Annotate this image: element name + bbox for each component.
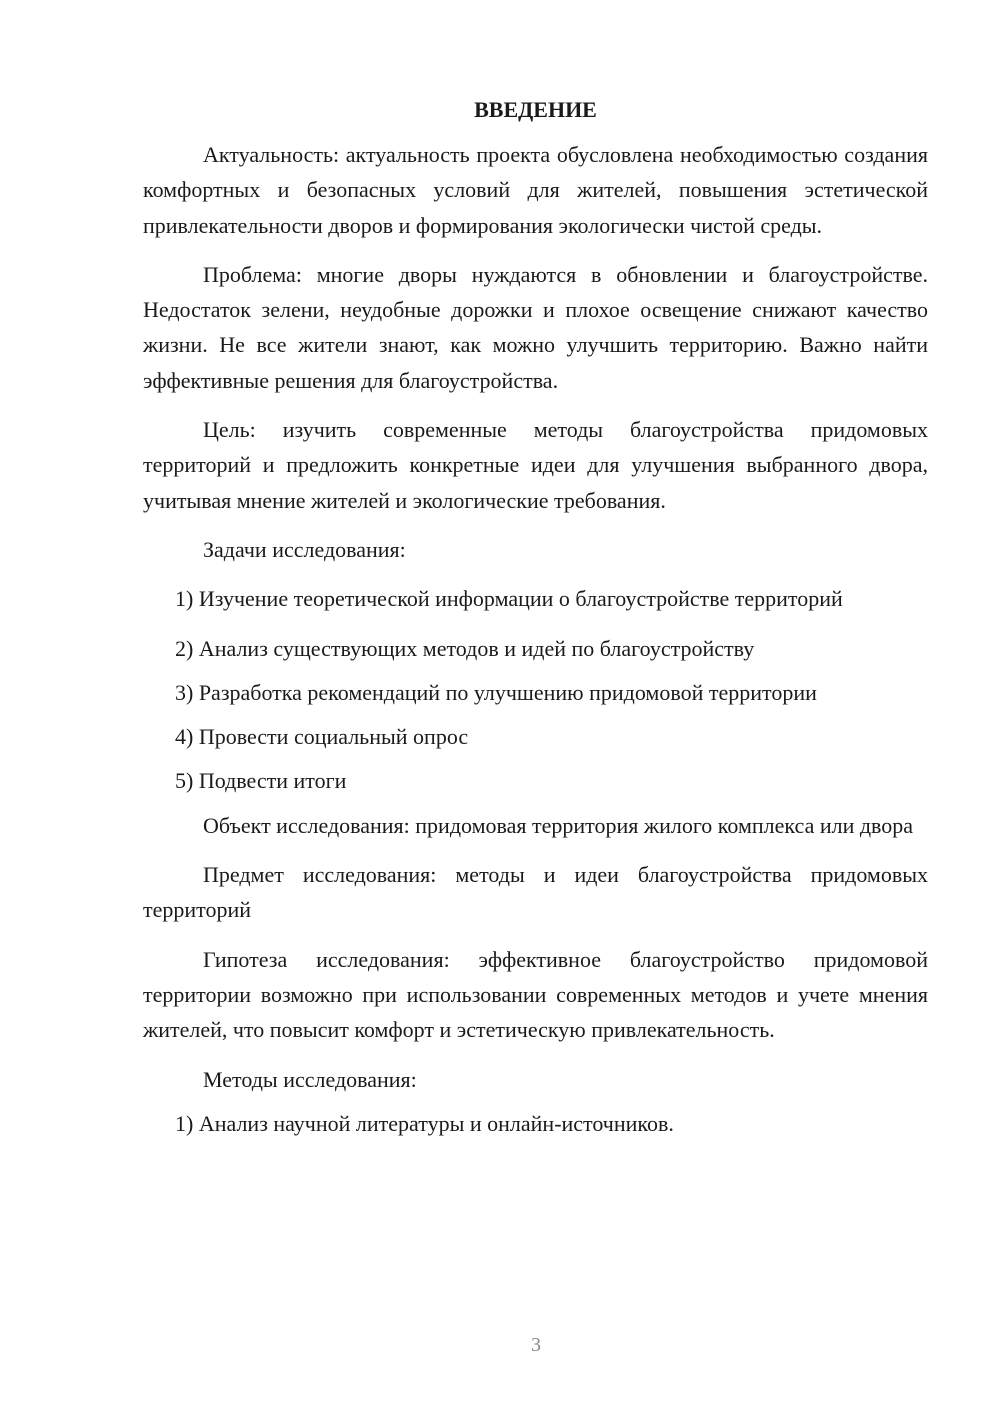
paragraph-hypothesis: Гипотеза исследования: эффективное благоустройство придомовой территории возможно при использовании современных методов и учете мнения жителей, что повысит комфорт и эстетическую привлекательность. [143, 946, 928, 1043]
paragraph-tasks-heading: Задачи исследования: [203, 536, 406, 562]
paragraph-subject: Предмет исследования: методы и идеи благоустройства придомовых территорий [143, 862, 928, 923]
method-item-1: 1) Анализ научной литературы и онлайн-источников. [175, 1110, 674, 1136]
task-item-4: 4) Провести социальный опрос [175, 724, 469, 750]
section-title: ВВЕДЕНИЕ [474, 97, 597, 122]
task-item-2: 2) Анализ существующих методов и идей по благоустройству [175, 635, 755, 661]
document-page [143, 92, 928, 1141]
paragraph-relevance: Актуальность: актуальность проекта обусловлена необходимостью создания комфортных и безопасных условий для жителей, повышения эстетической привлекательности дворов и формирования экологически чистой среды. [143, 142, 928, 238]
task-item-5: 5) Подвести итоги [175, 768, 347, 794]
paragraph-goal: Цель: изучить современные методы благоустройства придомовых территорий и предложить конкретные идеи для улучшения выбранного двора, учитывая мнение жителей и экологические требования. [143, 417, 928, 513]
paragraph-problem: Проблема: многие дворы нуждаются в обновлении и благоустройстве. Недостаток зелени, неудобные дорожки и плохое освещение снижают качество жизни. Не все жители знают, как можно улучшить территорию. Важно найти эффективные решения для благоустройства. [143, 261, 928, 393]
task-item-1: 1) Изучение теоретической информации о благоустройстве территорий [175, 586, 843, 612]
paragraph-methods-heading: Методы исследования: [203, 1066, 417, 1092]
paragraph-object: Объект исследования: придомовая территория жилого комплекса или двора [203, 812, 914, 838]
page-number: 3 [531, 1334, 541, 1356]
task-item-3: 3) Разработка рекомендаций по улучшению придомовой территории [175, 679, 817, 705]
